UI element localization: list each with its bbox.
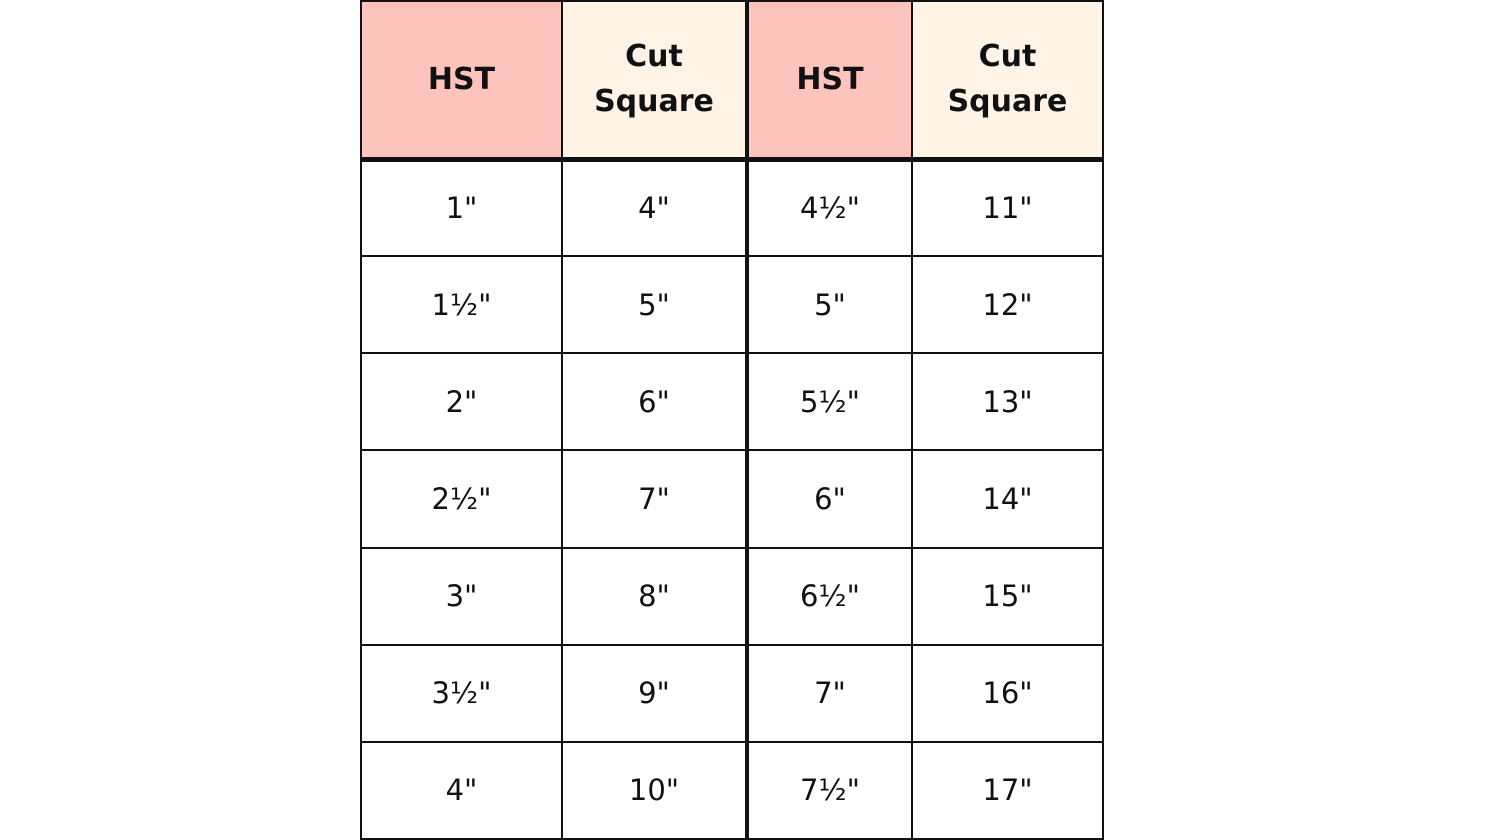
table-cell: 7" [747,645,912,742]
table-cell: 10" [562,742,747,839]
table-cell: 3" [361,548,562,645]
header-hst-2 [747,1,912,159]
table-cell: 7½" [747,742,912,839]
hst-size-chart [360,0,1102,840]
table-cell: 6" [562,353,747,450]
table-row [361,450,1103,547]
hst-cut-square-table [360,0,1104,840]
header-label: HST [796,61,864,97]
table-cell: 7" [562,450,747,547]
table-cell: 14" [912,450,1103,547]
header-label: HST [427,61,496,97]
header-hst-1 [361,1,562,159]
table-cell: 8" [562,548,747,645]
table-cell: 5" [562,256,747,353]
header-cut-square-1 [562,1,747,159]
header-label-line1: Cut [978,39,1037,75]
table-row [361,645,1103,742]
table-cell: 9" [562,645,747,742]
table-cell: 12" [912,256,1103,353]
table-cell: 4" [361,742,562,839]
header-cut-square-2 [912,1,1103,159]
table-cell: 6" [747,450,912,547]
header-row [361,1,1103,159]
table-cell: 4½" [747,159,912,256]
table-cell: 4" [562,159,747,256]
table-cell: 1" [361,159,562,256]
table-cell: 5½" [747,353,912,450]
table-cell: 3½" [361,645,562,742]
table-cell: 13" [912,353,1103,450]
table-cell: 6½" [747,548,912,645]
header-label-line2: Square [947,84,1068,120]
table-cell: 1½" [361,256,562,353]
table-cell: 2½" [361,450,562,547]
table-cell: 15" [912,548,1103,645]
table-cell: 17" [912,742,1103,839]
table-row [361,256,1103,353]
table-cell: 11" [912,159,1103,256]
table-cell: 2" [361,353,562,450]
table-row [361,353,1103,450]
table-cell: 16" [912,645,1103,742]
table-row [361,742,1103,839]
table-cell: 5" [747,256,912,353]
header-label-line1: Cut [625,39,683,75]
table-row [361,159,1103,256]
header-label-line2: Square [594,84,714,120]
table-row [361,548,1103,645]
